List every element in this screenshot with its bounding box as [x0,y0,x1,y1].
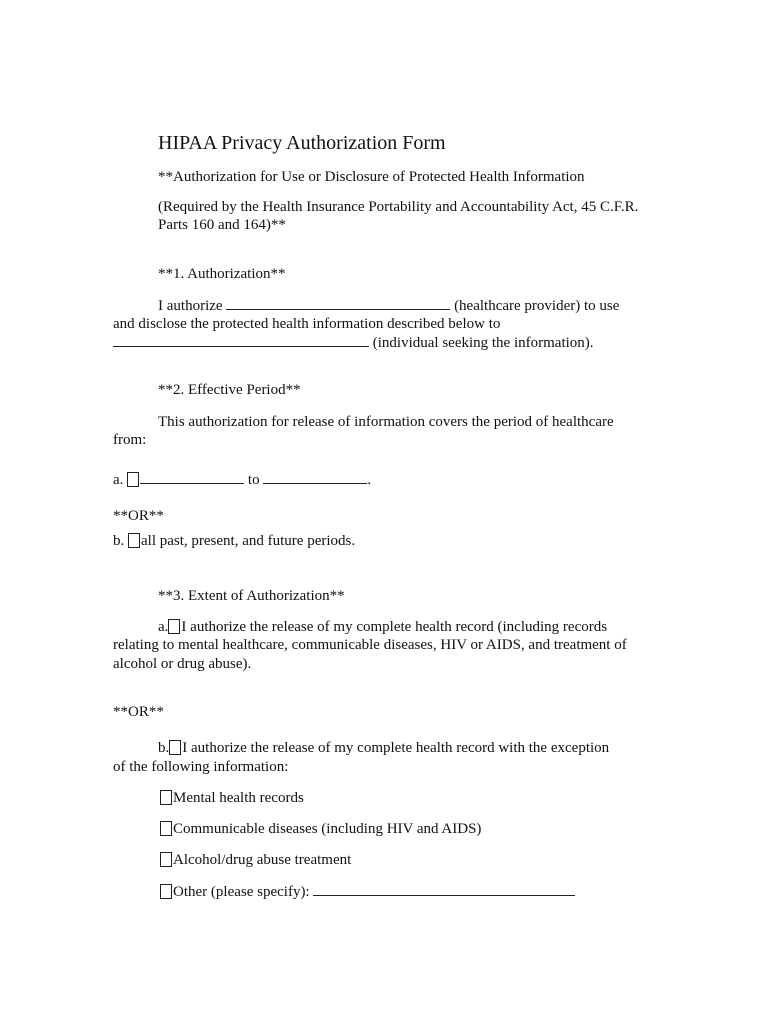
section-3-heading: **3. Extent of Authorization** [158,588,345,604]
section-1-heading: **1. Authorization** [158,266,286,282]
period-b-checkbox[interactable] [128,533,140,548]
disclose-line: and disclose the protected health information described below to [113,316,501,332]
authorize-suffix: (healthcare provider) to use [454,298,620,314]
exception-label: Alcohol/drug abuse treatment [173,852,352,868]
authorize-line [158,296,619,315]
other-checkbox[interactable] [160,884,172,899]
period-a-checkbox[interactable] [127,472,139,487]
extent-option-a-line-1 [158,618,607,636]
exception-mental-health [160,789,304,807]
option-b-label: b. [113,533,125,549]
extent-a-label: a. [158,619,169,635]
option-b-text: all past, present, and future periods. [141,533,356,549]
recipient-line [113,333,594,352]
period-line-1: This authorization for release of information covers the period of healthcare [158,414,614,430]
recipient-suffix: (individual seeking the information). [372,335,594,351]
period-end-field[interactable] [263,470,367,484]
page-title: HIPAA Privacy Authorization Form [158,132,446,154]
period-start-field[interactable] [140,470,244,484]
period-end-punct: . [367,472,372,488]
recipient-field[interactable] [113,333,369,347]
other-specify-field[interactable] [313,882,575,896]
healthcare-provider-field[interactable] [226,296,450,310]
exception-other [160,882,575,901]
mental-health-checkbox[interactable] [160,790,172,805]
extent-option-a-line-2: relating to mental healthcare, communicable diseases, HIV or AIDS, and treatment of [113,637,627,653]
extent-option-a-line-3: alcohol or drug abuse). [113,656,252,672]
required-note-line-1: (Required by the Health Insurance Portability and Accountability Act, 45 C.F.R. [158,199,639,215]
extent-option-b-line-1 [158,739,609,757]
communicable-checkbox[interactable] [160,821,172,836]
exception-label: Communicable diseases (including HIV and AIDS) [173,821,482,837]
extent-b-checkbox[interactable] [169,740,181,755]
option-a-label: a. [113,472,124,488]
exception-label: Mental health records [173,790,304,806]
extent-b-label: b. [158,740,170,756]
extent-b-text: I authorize the release of my complete health record with the exception [182,740,610,756]
period-or-label: **OR** [113,508,164,524]
section-2-heading: **2. Effective Period** [158,382,301,398]
period-line-2: from: [113,432,147,448]
period-option-a [113,470,371,489]
extent-option-b-line-2: of the following information: [113,759,289,775]
extent-a-text: I authorize the release of my complete health record (including records [181,619,608,635]
required-note-line-2: Parts 160 and 164)** [158,217,286,233]
period-option-b [113,532,355,550]
subtitle: **Authorization for Use or Disclosure of Protected Health Information [158,169,585,185]
authorize-prefix: I authorize [158,298,223,314]
exception-alcohol-drug [160,851,351,869]
exception-communicable [160,820,481,838]
extent-a-checkbox[interactable] [168,619,180,634]
exception-label: Other (please specify): [173,884,310,900]
alcohol-drug-checkbox[interactable] [160,852,172,867]
period-to-label: to [247,472,260,488]
extent-or-label: **OR** [113,704,164,720]
